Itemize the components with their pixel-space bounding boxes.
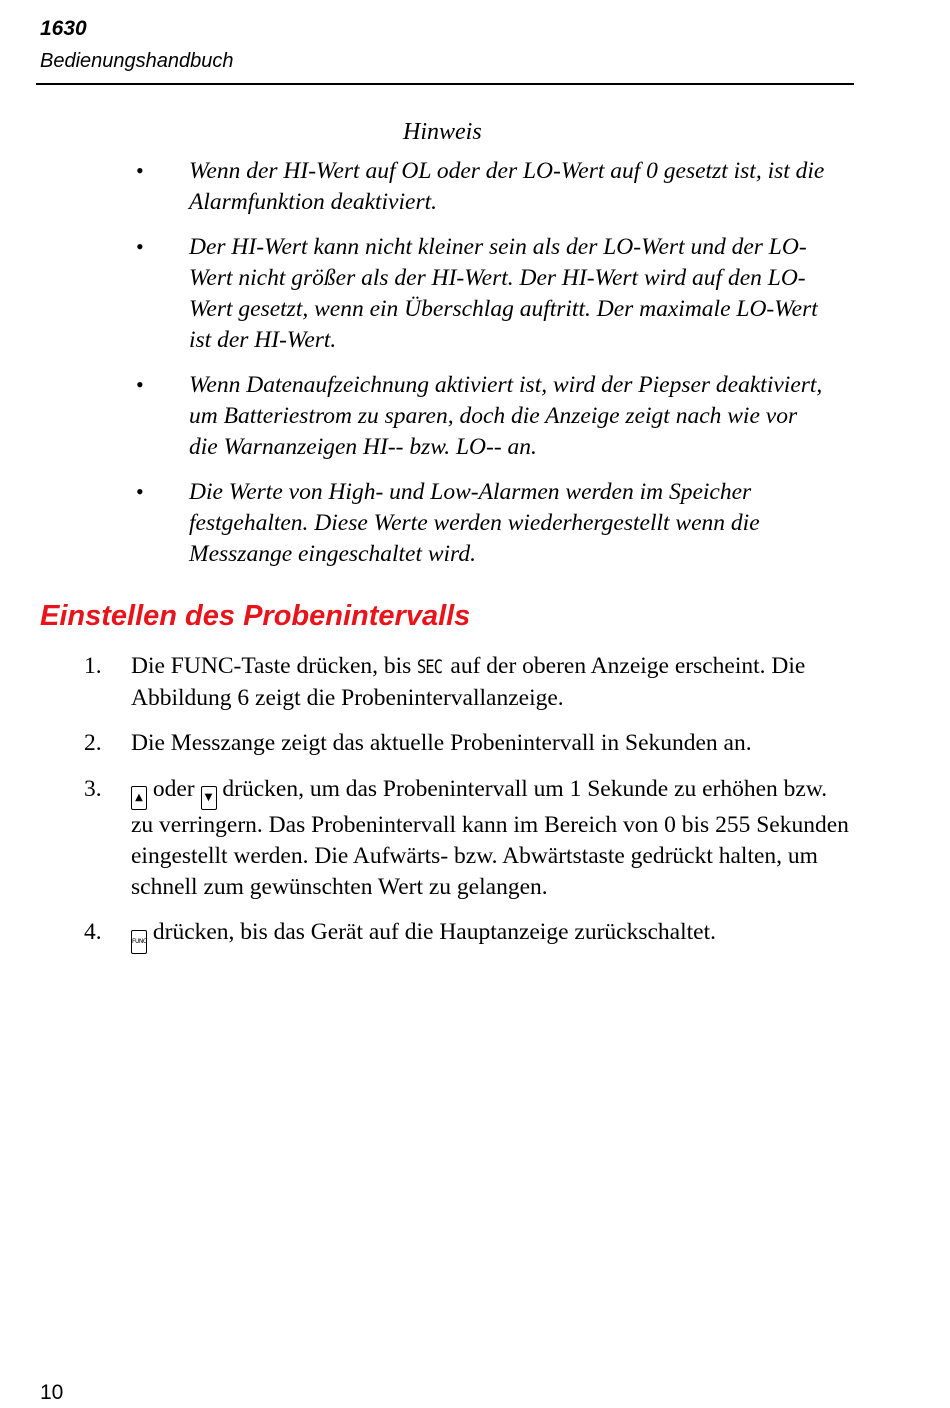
step-text: drücken, um das Probenintervall um 1 Sekunde zu erhöhen bzw. zu verringern. Das Probenintervall kann im Bereich von 0 bis 255 Sekunden eingestellt werden. Die Aufwärts- bzw. Abwärtstaste gedrückt halten, um schnell zum gewünschten Wert zu gelangen. (131, 776, 849, 900)
step-text: oder (147, 776, 201, 803)
note-item (0, 477, 829, 569)
note-item (0, 370, 829, 462)
step-item (0, 728, 851, 759)
bullet-icon: • (136, 372, 144, 398)
step-item (0, 917, 851, 954)
step-item (0, 774, 851, 902)
bullet-icon: • (136, 234, 144, 260)
header-model: 1630 (40, 17, 87, 40)
step-number: 2. (84, 730, 102, 757)
note-item-text: Der HI-Wert kann nicht kleiner sein als der LO-Wert und der LO-Wert nicht größer als der HI-Wert. Der HI-Wert wird auf den LO-Wert gesetzt, wenn ein Überschlag auftritt. Der maximale LO-Wert ist der HI-Wert. (189, 234, 818, 353)
note-list (0, 156, 950, 584)
header-rule (36, 83, 854, 85)
note-item (0, 232, 829, 355)
header-subtitle: Bedienungshandbuch (40, 50, 234, 72)
step-number: 4. (84, 919, 102, 946)
bullet-icon: • (136, 158, 144, 183)
note-item-text: Wenn der HI-Wert auf OL oder der LO-Wert auf 0 gesetzt ist, ist die Alarmfunktion deaktiviert. (189, 158, 825, 215)
steps-list (0, 651, 950, 969)
step-text: drücken, bis das Gerät auf die Hauptanzeige zurückschaltet. (147, 919, 716, 946)
step-number: 3. (84, 776, 102, 803)
down-key-icon: ▼ (201, 786, 217, 810)
step-text: Die Messzange zeigt das aktuelle Probenintervall in Sekunden an. (131, 730, 752, 757)
step-item (0, 651, 851, 713)
page-number: 10 (40, 1381, 64, 1404)
step-text: auf der oberen Anzeige erscheint. Die Abbildung 6 zeigt die Probenintervallanzeige. (131, 653, 806, 711)
note-item-text: Wenn Datenaufzeichnung aktiviert ist, wird der Piepser deaktiviert, um Batteriestrom zu sparen, doch die Anzeige zeigt nach wie vor die Warnanzeigen HI-- bzw. LO-- an. (189, 372, 823, 460)
func-key-icon: FUNC (131, 930, 147, 954)
sec-display-icon: SEC (417, 656, 443, 678)
note-title: Hinweis (403, 119, 482, 145)
up-key-icon: ▲ (131, 786, 147, 810)
step-number: 1. (84, 653, 102, 679)
step-text: Die FUNC-Taste drücken, bis (131, 653, 418, 679)
bullet-icon: • (136, 479, 144, 505)
note-item (0, 156, 829, 217)
section-heading: Einstellen des Probenintervalls (40, 600, 471, 632)
note-item-text: Die Werte von High- und Low-Alarmen werden im Speicher festgehalten. Diese Werte werden wiederhergestellt wenn die Messzange eingeschaltet wird. (189, 479, 760, 567)
